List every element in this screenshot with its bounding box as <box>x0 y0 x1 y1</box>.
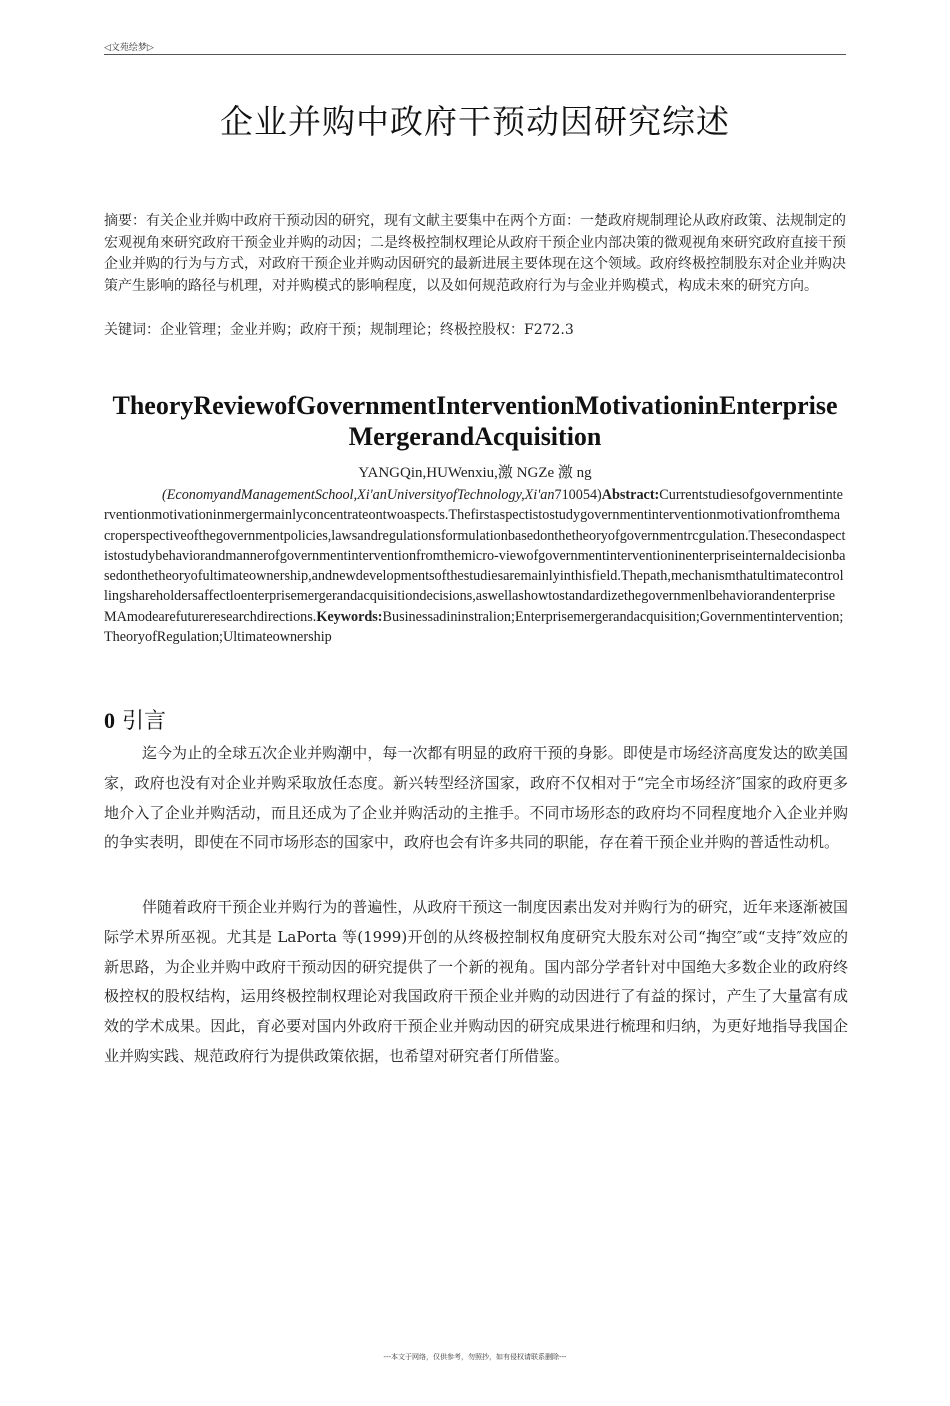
affiliation: (EconomyandManagementSchool,Xi'anUniversityofTechnology,Xi'an <box>162 487 555 503</box>
header-mark: ◁文苑绘梦▷ <box>104 43 154 53</box>
authors-line: YANGQin,HUWenxiu,激 NGZe 激 ng <box>358 465 592 481</box>
body-paragraph: 迄今为止的全球五次企业并购潮中，每一次都有明显的政府干预的身影。即使是市场经济高度发达的欧美国家，政府也没有对企业并购采取放任态度。新兴转型经济国家，政府不仅相对于“完全市场经济″国家的政府更多地介入了企业并购活动，而且还成为了企业并购活动的主推手。不同市场形态的政府均不同程度地介入企业并购的争实表明，即使在不同市场形态的国家中，政府也会有许多共同的职能，存在着干预企业并购的普适性动机。 <box>104 744 848 852</box>
keywords-label: Keywords: <box>316 608 383 625</box>
section-title: 引言 <box>122 709 167 734</box>
section-number: 0 <box>104 708 115 733</box>
footer-note: ---本文于网络，仅供参考，勿照抄，如有侵权请联系删除--- <box>383 1353 567 1361</box>
abstract-text: Currentstudiesofgovernmentinterventionmotivationinmergermainlyconcentrateontwoaspects.Thefirstaspectistostudygovernmentinterventionmotivationfromthemacroperspectiveofthegovernmentpolicies,lawsandregulationsformulationbasedonthetheoryofgovernmentrcgulation.Thesecondaspectistostudybehaviorandmannerofgovernmentinterventionfromthemicro-viewofgovernmentinterventioninenterpriseinternaldecisionbasedonthetheoryofultimateownership,andnewdevelopmentsofthestudiesaremainlyinthisfield.Thepath,mechanismthatultimatecontrollingshareholdersaffectloenterprisemergerandacquisitiondecisions,aswellashowtostandardizethegovernmenlbehaviorandenterpriseMAmodearefutureresearchdirections. <box>104 487 846 625</box>
body-paragraph: 伴随着政府干预企业并购行为的普遍性，从政府干预这一制度因素出发对并购行为的研究，近年来逐渐被国际学术界所巫视。尤其是 LaPorta 等(1999)开创的从终极控制权角度研究大股东对公司“掏空″或“支持″效应的新思路，为企业并购中政府干预动因的研究提供了一个新的视角。国内部分学者针对中国绝大多数企业的政府终极控权的股权结构，运用终极控制权理论对我国政府干预企业并购的动因进行了有益的探讨，产生了大量富有成效的学术成果。因此，育必要对国内外政府干预企业并购动因的研究成果进行梳理和归纳，为更好地指导我国企业并购实践、规范政府行为提供政策依据，也希望对研究者仃所借鉴。 <box>104 898 848 1065</box>
english-title: TheoryReviewofGovernmentInterventionMotivationinEnterpriseMergerandAcquisition <box>112 391 838 451</box>
document-title: 企业并购中政府干预动因研究综述 <box>220 102 730 141</box>
chinese-abstract: 摘要：有关企业并购中政府干预动因的研究，现有文献主要集中在两个方面：一楚政府规制理论从政府政策、法规制定的宏观视角來研究政府干预金业并购的动因；二是终极控制权理论从政府干预企业内部决策的微观视角來研究政府直接干预企业并购的行为与方式，对政府干预企业并购动因研究的最新进展主要体现在这个领域。政府终极控制股东对企业并购决策产生影响的路径与机理，对并购模式的影响程度，以及如何规范政府行为与金业并购模式，构成未來的研究方向。 <box>104 213 846 294</box>
header-rule <box>104 54 846 55</box>
english-abstract <box>104 485 846 647</box>
keywords-text: Businessadininstralion;Enterprisemergerandacquisition;Governmentintervention;TheoryofRegulation;Ultimateownership <box>104 608 844 646</box>
chinese-keywords: 关键词：企业管理；金业并购；政府干预；规制理论；终极控股权：F272.3 <box>104 322 574 338</box>
postcode: 710054) <box>554 487 602 503</box>
abstract-label: Abstract: <box>601 487 660 503</box>
section-heading <box>104 704 166 735</box>
